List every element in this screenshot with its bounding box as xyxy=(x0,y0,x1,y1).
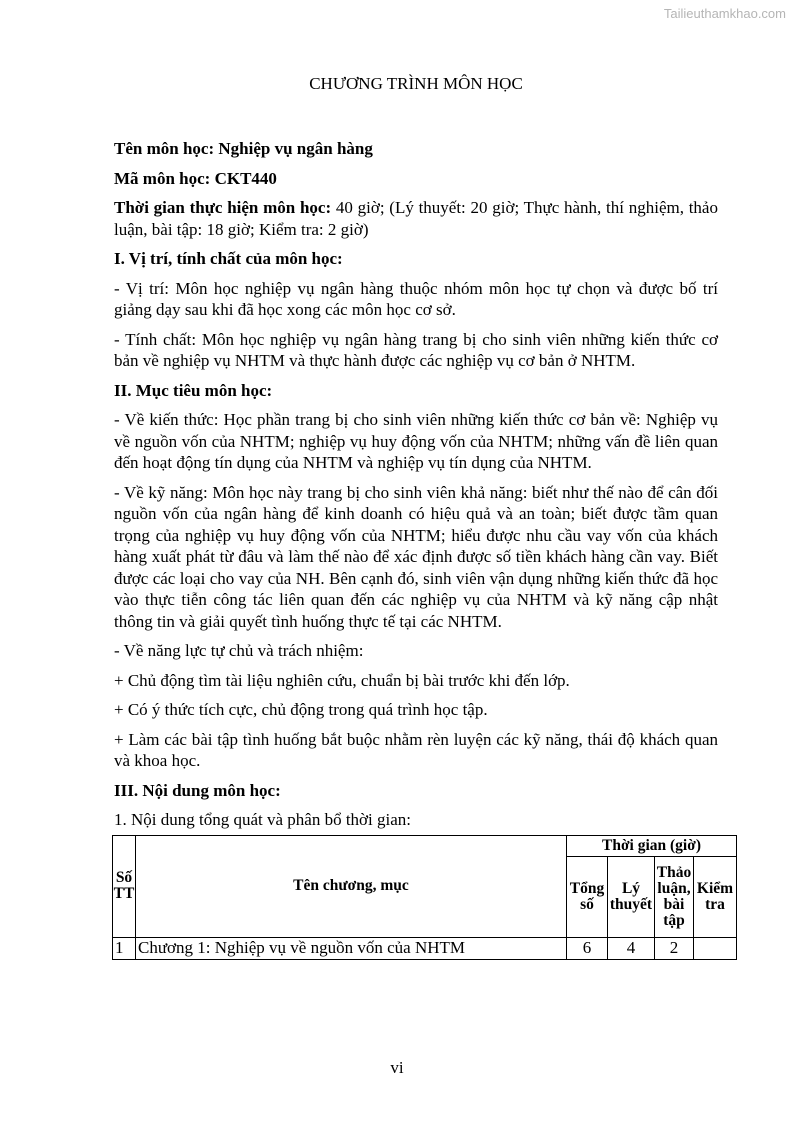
header-time-group: Thời gian (giờ) xyxy=(567,835,737,856)
header-theory: Lý thuyết xyxy=(608,856,655,937)
section-2-autonomy-item-3: + Làm các bài tập tình huống bắt buộc nhằm rèn luyện các kỹ năng, thái độ khách quan và khoa học. xyxy=(114,729,718,770)
section-2-autonomy: - Về năng lực tự chủ và trách nhiệm: xyxy=(114,641,364,660)
time-allocation-table xyxy=(112,835,737,960)
row-discussion: 2 xyxy=(655,937,694,959)
row-test xyxy=(694,937,737,959)
section-3-subheading: 1. Nội dung tổng quát và phân bổ thời gian: xyxy=(114,810,412,829)
section-1-heading: I. Vị trí, tính chất của môn học: xyxy=(114,249,343,268)
section-1-nature: - Tính chất: Môn học nghiệp vụ ngân hàng trang bị cho sinh viên những kiến thức cơ bản về nghiệp vụ NHTM và thực hành được các nghiệp vụ cơ bản ở NHTM. xyxy=(114,329,718,370)
header-chapter-name: Tên chương, mục xyxy=(136,835,567,937)
row-chapter-name: Chương 1: Nghiệp vụ về nguồn vốn của NHTM xyxy=(136,937,567,959)
course-duration xyxy=(114,197,718,240)
row-total: 6 xyxy=(567,937,608,959)
section-2-knowledge: - Về kiến thức: Học phần trang bị cho sinh viên những kiến thức cơ bản về: Nghiệp vụ về nguồn vốn của NHTM; nghiệp vụ huy động vốn của NHTM; những vấn đề liên quan đến hoạt động tín dụng của NHTM và nghiệp vụ tín dụng của NHTM. xyxy=(114,410,718,472)
duration-text: 40 giờ; (Lý thuyết: 20 giờ; Thực hành, thí nghiệm, thảo luận, bài tập: 18 giờ; Kiểm tra: 2 giờ) xyxy=(114,198,718,239)
section-2-heading: II. Mục tiêu môn học: xyxy=(114,380,273,400)
course-name-label: Tên môn học: xyxy=(114,139,219,158)
course-name xyxy=(114,138,718,160)
duration-label: Thời gian thực hiện môn học: xyxy=(114,198,332,217)
course-code xyxy=(114,168,718,190)
header-total: Tổng số xyxy=(567,856,608,937)
watermark: Tailieuthamkhao.com xyxy=(663,6,786,21)
header-discussion: Thảo luận, bài tập xyxy=(655,856,694,937)
header-test: Kiểm tra xyxy=(694,856,737,937)
page-title: CHƯƠNG TRÌNH MÔN HỌC xyxy=(309,74,523,93)
section-3-heading: III. Nội dung môn học: xyxy=(114,780,281,800)
section-1-position: - Vị trí: Môn học nghiệp vụ ngân hàng thuộc nhóm môn học tự chọn và được bố trí giảng dạy sau khi đã học xong các môn học cơ sở. xyxy=(114,278,718,319)
course-code-label: Mã môn học: xyxy=(114,168,215,188)
section-2-skills: - Về kỹ năng: Môn học này trang bị cho sinh viên khả năng: biết như thế nào để cân đối nguồn vốn của ngân hàng để kinh doanh có hiệu quả và an toàn; biết được tầm quan trọng của nghiệp vụ huy động vốn của NHTM; hiểu được nhu cầu vay vốn của khách hàng xuất phát từ đâu và làm thế nào để xác định được số tiền khách hàng cần vay. Biết được các loại cho vay của NH. Bên cạnh đó, sinh viên vận dụng những kiến thức đã học vào thực tiễn công tác liên quan đến các nghiệp vụ của NHTM và kỹ năng cập nhật thông tin và giải quyết tình huống thực tế tại các NHTM. xyxy=(114,482,718,631)
header-stt: Số TT xyxy=(113,835,136,937)
section-2-autonomy-item-1: + Chủ động tìm tài liệu nghiên cứu, chuẩn bị bài trước khi đến lớp. xyxy=(114,670,570,690)
course-code-value: CKT440 xyxy=(214,168,277,188)
section-2-autonomy-item-2: + Có ý thức tích cực, chủ động trong quá trình học tập. xyxy=(114,700,488,719)
row-theory: 4 xyxy=(608,937,655,959)
document-page xyxy=(113,74,734,960)
row-stt: 1 xyxy=(113,937,136,959)
table-row xyxy=(113,937,737,959)
page-number: vi xyxy=(390,1058,404,1077)
course-name-value: Nghiệp vụ ngân hàng xyxy=(218,139,373,158)
